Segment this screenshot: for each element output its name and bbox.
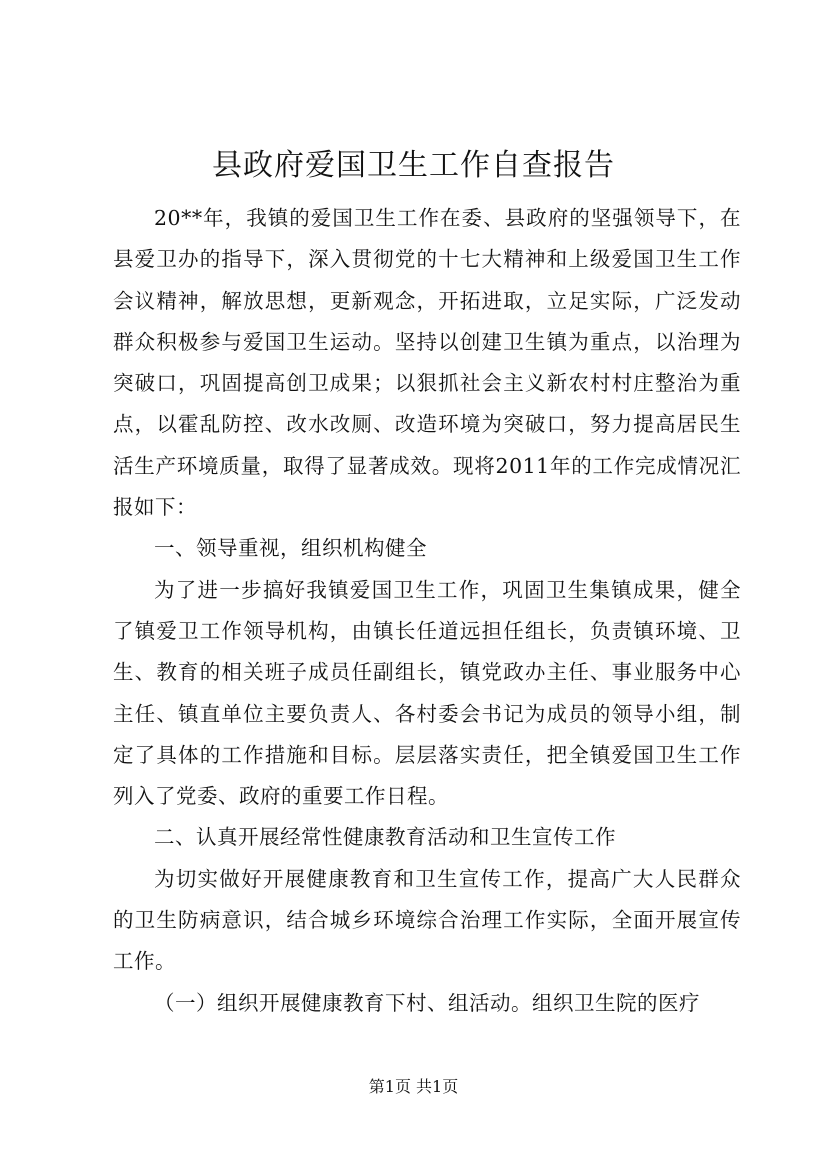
subsection-paragraph-1: （一）组织开展健康教育下村、组活动。组织卫生院的医疗	[154, 990, 700, 1015]
document-body	[113, 198, 741, 1024]
page-footer: 第1页 共1页	[368, 1077, 459, 1096]
paragraph-section-2: 为切实做好开展健康教育和卫生宣传工作，提高广大人民群众的卫生防病意识，结合城乡环境综合治理工作实际，全面开展宣传工作。	[113, 866, 741, 974]
paragraph-section-1: 为了进一步搞好我镇爱国卫生工作，巩固卫生集镇成果，健全了镇爱卫工作领导机构，由镇长任道远担任组长，负责镇环境、卫生、教育的相关班子成员任副组长，镇党政办主任、事业服务中心主任、镇直单位主要负责人、各村委会书记为成员的领导小组，制定了具体的工作措施和目标。层层落实责任，把全镇爱国卫生工作列入了党委、政府的重要工作日程。	[113, 577, 741, 809]
document-title: 县政府爱国卫生工作自查报告	[212, 148, 615, 183]
section-heading-1: 一、领导重视，组织机构健全	[154, 536, 427, 561]
paragraph-intro: 20**年，我镇的爱国卫生工作在委、县政府的坚强领导下，在县爱卫办的指导下，深入贯彻党的十七大精神和上级爱国卫生工作会议精神，解放思想，更新观念，开拓进取，立足实际，广泛发动群众积极参与爱国卫生运动。坚持以创建卫生镇为重点，以治理为突破口，巩固提高创卫成果；以狠抓社会主义新农村村庄整治为重点，以霍乱防控、改水改厕、改造环境为突破口，努力提高居民生活生产环境质量，取得了显著成效。现将2011年的工作完成情况汇报如下：	[113, 206, 741, 520]
section-heading-2: 二、认真开展经常性健康教育活动和卫生宣传工作	[154, 825, 616, 850]
